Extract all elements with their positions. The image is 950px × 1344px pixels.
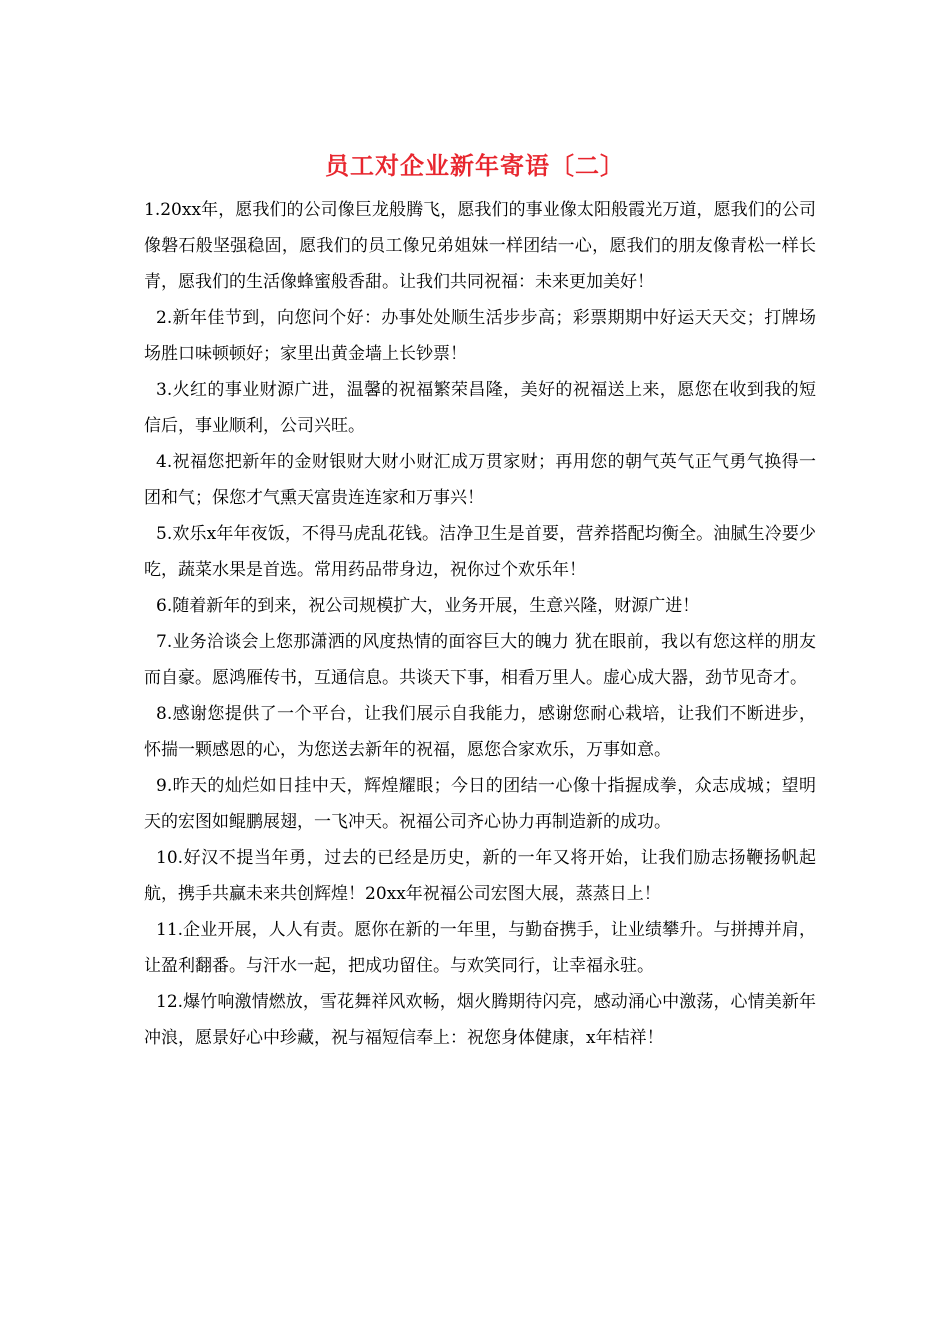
paragraph-8: 8.感谢您提供了一个平台，让我们展示自我能力，感谢您耐心栽培，让我们不断进步，怀揣一颗感恩的心，为您送去新年的祝福，愿您合家欢乐，万事如意。 <box>144 704 816 760</box>
paragraph-4: 4.祝福您把新年的金财银财大财小财汇成万贯家财；再用您的朝气英气正气勇气换得一团和气；保您才气熏天富贵连连家和万事兴！ <box>144 452 816 508</box>
paragraph-12: 12.爆竹响激情燃放，雪花舞祥风欢畅，烟火腾期待闪亮，感动涌心中激荡，心情美新年冲浪，愿景好心中珍藏，祝与福短信奉上：祝您身体健康，x年桔祥！ <box>144 992 816 1048</box>
paragraph-9: 9.昨天的灿烂如日挂中天，辉煌耀眼；今日的团结一心像十指握成拳，众志成城；望明天的宏图如鲲鹏展翅，一飞冲天。祝福公司齐心协力再制造新的成功。 <box>144 776 816 832</box>
paragraph-5: 5.欢乐x年年夜饭，不得马虎乱花钱。洁净卫生是首要，营养搭配均衡全。油腻生冷要少吃，蔬菜水果是首选。常用药品带身边，祝你过个欢乐年！ <box>144 524 816 580</box>
paragraph-6: 6.随着新年的到来，祝公司规模扩大，业务开展，生意兴隆，财源广进！ <box>156 596 700 616</box>
paragraph-3: 3.火红的事业财源广进，温馨的祝福繁荣昌隆，美好的祝福送上来，愿您在收到我的短信后，事业顺利，公司兴旺。 <box>144 380 816 436</box>
paragraph-7: 7.业务洽谈会上您那潇洒的风度热情的面容巨大的魄力 犹在眼前，我以有您这样的朋友而自豪。愿鸿雁传书，互通信息。共谈天下事，相看万里人。虚心成大器，劲节见奇才。 <box>144 632 816 688</box>
document-title: 员工对企业新年寄语〔二〕 <box>325 151 625 180</box>
paragraph-1: 1.20xx年，愿我们的公司像巨龙般腾飞，愿我们的事业像太阳般霞光万道，愿我们的公司像磐石般坚强稳固，愿我们的员工像兄弟姐妹一样团结一心，愿我们的朋友像青松一样长青，愿我们的生活像蜂蜜般香甜。让我们共同祝福：未来更加美好！ <box>144 200 816 292</box>
paragraph-10: 10.好汉不提当年勇，过去的已经是历史，新的一年又将开始，让我们励志扬鞭扬帆起航，携手共赢未来共创辉煌！20xx年祝福公司宏图大展，蒸蒸日上！ <box>144 848 816 904</box>
paragraph-2: 2.新年佳节到，向您问个好：办事处处顺生活步步高；彩票期期中好运天天交；打牌场场胜口味顿顿好；家里出黄金墙上长钞票！ <box>144 308 816 364</box>
document-body <box>144 192 816 1056</box>
paragraph-11: 11.企业开展，人人有责。愿你在新的一年里，与勤奋携手，让业绩攀升。与拼搏并肩，让盈利翻番。与汗水一起，把成功留住。与欢笑同行，让幸福永驻。 <box>144 920 816 976</box>
